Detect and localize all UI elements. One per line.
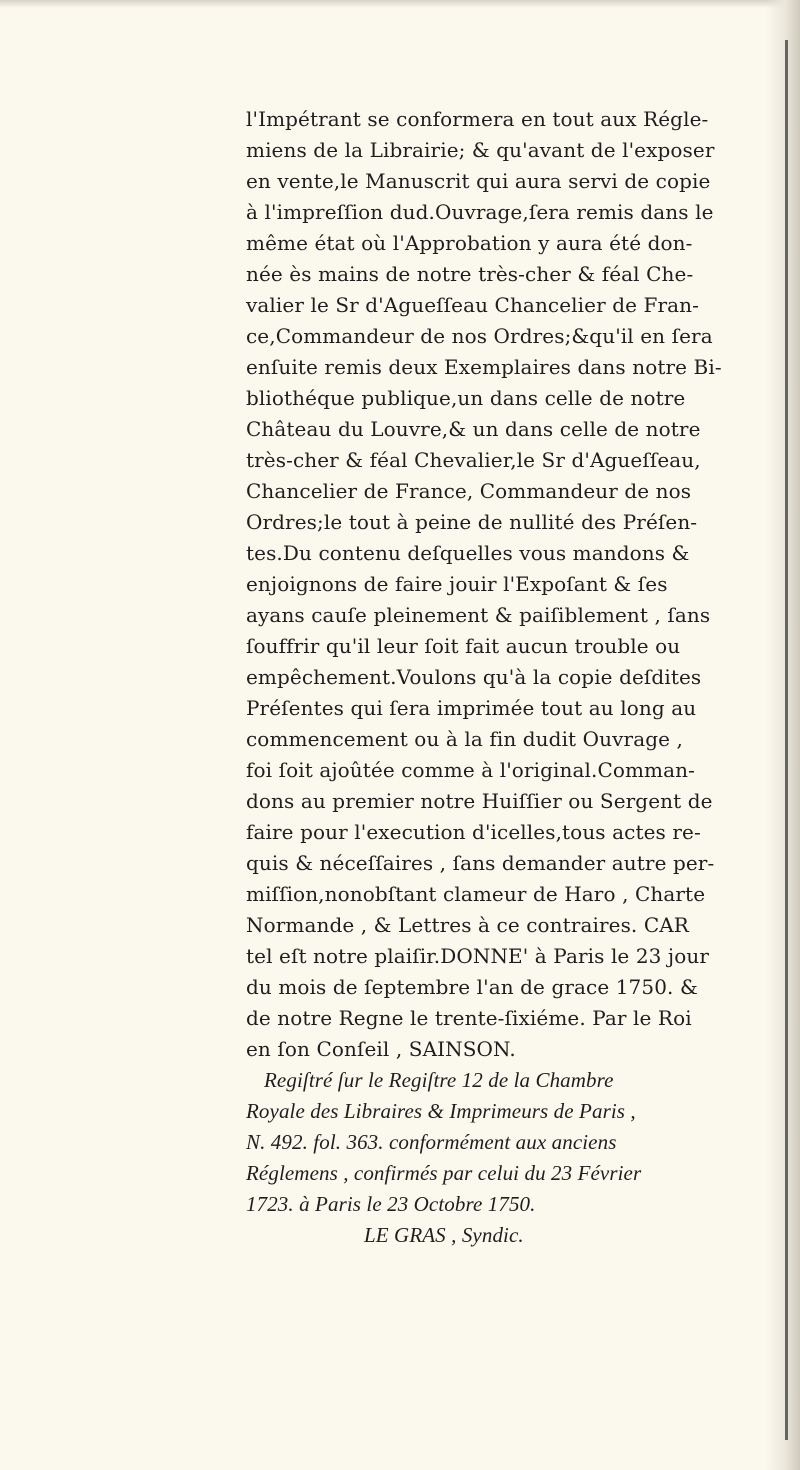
syndic-signature: LE GRAS , Syndic. [364, 1223, 524, 1247]
body-line: valier le Sr d'Agueſſeau Chancelier de Fran- [246, 293, 700, 317]
body-line: enjoignons de faire jouir l'Expoſant & ſes [246, 572, 668, 596]
binding-edge-line [785, 40, 788, 1440]
body-line: quis & néceſſaires , ſans demander autre per- [246, 851, 715, 875]
body-line: dons au premier notre Huiſſier ou Sergent de [246, 789, 713, 813]
registration-line: 1723. à Paris le 23 Octobre 1750. [246, 1192, 536, 1216]
body-line: en ſon Conſeil , SAINSON. [246, 1037, 516, 1061]
body-line: Normande , & Lettres à ce contraires. CAR [246, 913, 689, 937]
body-line: l'Impétrant se conformera en tout aux Régle- [246, 107, 709, 131]
body-line: née ès mains de notre très-cher & féal Che- [246, 262, 694, 286]
body-line: empêchement.Voulons qu'à la copie deſdites [246, 665, 702, 689]
body-line: miſſion,nonobſtant clameur de Haro , Charte [246, 882, 706, 906]
body-line: ayans cauſe pleinement & paiſiblement , ſans [246, 603, 711, 627]
body-line: tel eſt notre plaiſir.DONNE' à Paris le 23 jour [246, 944, 710, 968]
body-line: foi ſoit ajoûtée comme à l'original.Comman- [246, 758, 695, 782]
body-line: très-cher & féal Chevalier,le Sr d'Agueſſeau, [246, 448, 701, 472]
body-line: à l'impreſſion dud.Ouvrage,ſera remis dans le [246, 200, 714, 224]
body-line: en vente,le Manuscrit qui aura servi de copie [246, 169, 711, 193]
body-line: miens de la Librairie; & qu'avant de l'exposer [246, 138, 715, 162]
body-line: même état où l'Approbation y aura été don- [246, 231, 693, 255]
registration-line: Regiſtré ſur le Regiſtre 12 de la Chambre [264, 1068, 614, 1092]
body-line: commencement ou à la fin dudit Ouvrage , [246, 727, 683, 751]
body-line: de notre Regne le trente-ſixiéme. Par le Roi [246, 1006, 692, 1030]
body-line: Ordres;le tout à peine de nullité des Préſen- [246, 510, 698, 534]
body-line: faire pour l'execution d'icelles,tous actes re- [246, 820, 701, 844]
body-line: enſuite remis deux Exemplaires dans notre Bi- [246, 355, 722, 379]
body-line: Château du Louvre,& un dans celle de notre [246, 417, 701, 441]
registration-line: Royale des Libraires & Imprimeurs de Paris , [246, 1099, 636, 1123]
body-line: bliothéque publique,un dans celle de notre [246, 386, 686, 410]
registration-line: Réglemens , confirmés par celui du 23 Février [246, 1161, 642, 1185]
body-line: Préſentes qui ſera imprimée tout au long au [246, 696, 697, 720]
page-right-edge [766, 0, 800, 1470]
body-line: du mois de ſeptembre l'an de grace 1750. & [246, 975, 698, 999]
privilege-text [246, 104, 738, 1251]
page-top-shadow [0, 0, 800, 8]
body-line: tes.Du contenu deſquelles vous mandons & [246, 541, 690, 565]
registration-line: N. 492. fol. 363. conformément aux anciens [246, 1130, 617, 1154]
body-line: ſouffrir qu'il leur ſoit fait aucun trouble ou [246, 634, 681, 658]
body-line: Chancelier de France, Commandeur de nos [246, 479, 692, 503]
body-line: ce,Commandeur de nos Ordres;&qu'il en ſera [246, 324, 713, 348]
